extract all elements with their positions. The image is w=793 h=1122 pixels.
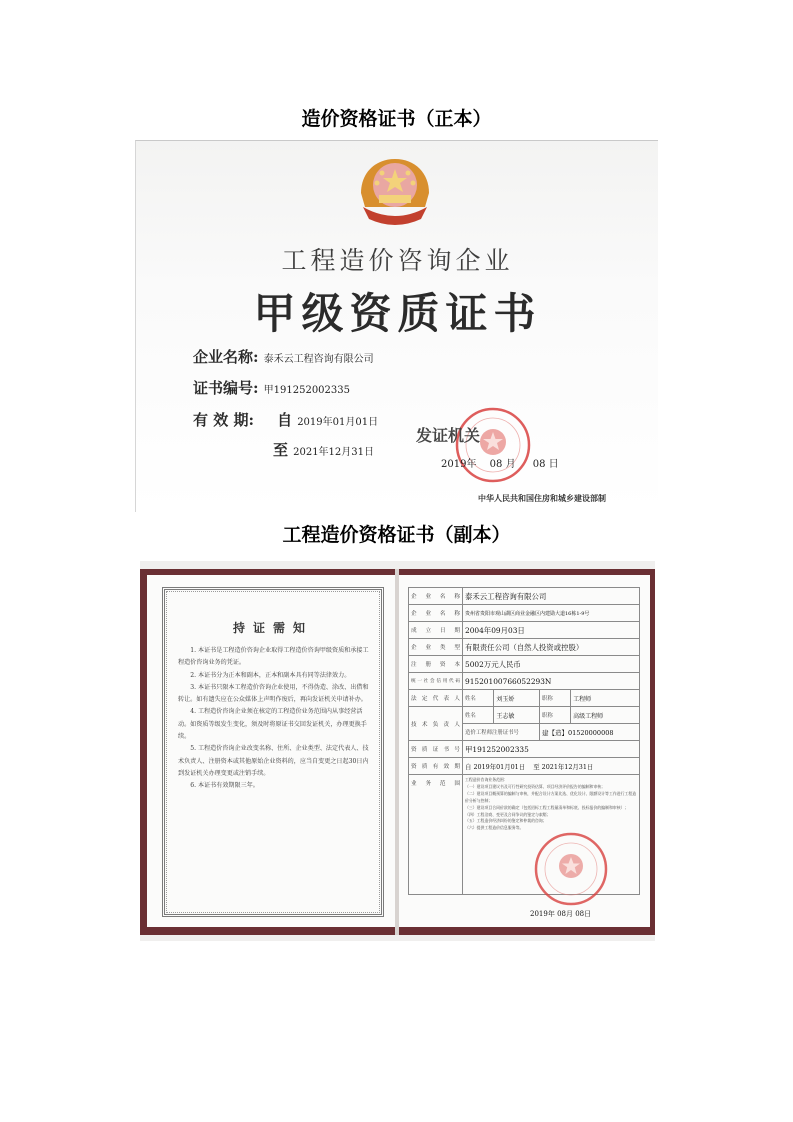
scope-item: （一）建设项目建议书及可行性研究投资估算、项目经济评价报告的编制和审核；	[465, 783, 606, 789]
legal-label: 法定代表人	[409, 690, 463, 707]
address-label: 企业名称	[409, 605, 463, 622]
scope-label: 业务范围	[409, 775, 463, 895]
heading-original: 造价资格证书（正本）	[301, 108, 492, 130]
notice-item: 2. 本证书分为正本和副本，正本和副本具有同等法律效力。	[190, 671, 351, 679]
founded-value: 2004年09月03日	[463, 622, 640, 639]
validity-from: 2019年01月01日	[473, 762, 526, 771]
scope-item: 工程造价咨询业务范围：	[465, 777, 508, 782]
issue-day: 08	[532, 459, 546, 470]
book-spine	[395, 569, 399, 935]
company-value: 泰禾云工程咨询有限公司	[263, 354, 374, 365]
month-char: 月	[565, 910, 573, 918]
type-value: 有限责任公司（自然人投资或控股）	[463, 639, 640, 656]
tech-title-sub: 职称	[539, 707, 570, 724]
cert-no-label: 资质证书号	[409, 741, 463, 758]
type-label: 企业类型	[409, 639, 463, 656]
table-row	[409, 758, 640, 775]
legal-name: 刘玉娇	[494, 690, 540, 707]
day-char: 日	[548, 459, 559, 470]
month-char: 月	[505, 459, 516, 470]
national-emblem-icon	[355, 155, 435, 233]
validity-value	[463, 758, 640, 775]
validity-to-row	[273, 439, 374, 460]
validity-label: 资质有效期	[409, 758, 463, 775]
notice-item: 5. 工程造价咨询企业改变名称、住所、企业类型、法定代表人、技术负责人、注册资本或其他原始企业资料的，应当自变更之日起30日内到发证机关办理变更或注销手续。	[178, 745, 369, 777]
name-value: 泰禾云工程咨询有限公司	[463, 588, 640, 605]
scope-item: （四）工程洽商、变更及合同争议的鉴定与索赔；	[465, 811, 551, 817]
cert-no-label: 证书编号:	[193, 379, 259, 397]
copy-certificate	[140, 561, 655, 941]
tech-label: 技术负责人	[409, 707, 463, 741]
validity-from-date: 2019年01月01日	[297, 417, 379, 428]
certificate-title-line2: 甲级资质证书	[253, 289, 542, 338]
capital-value: 5002万元人民币	[463, 656, 640, 673]
issue-year: 2019	[441, 459, 467, 470]
notice-item: 1. 本证书是工程造价咨询企业取得工程造价咨询甲级资质和承接工程造价咨询业务的凭证。	[178, 647, 369, 667]
scope-item: （二）建设项目概预算的编制与审核，并配合设计方案比选、优化设计、限额设计等工作进行工程造价分析与控制；	[465, 790, 637, 803]
tech-title: 高级工程师	[571, 707, 640, 724]
issue-date	[441, 455, 559, 470]
cert-no-row	[193, 377, 350, 398]
company-label: 企业名称:	[193, 348, 259, 366]
scope-item: （五）工程造价经济纠纷的鉴定和仲裁的咨询；	[465, 818, 547, 824]
scope-item: （三）建设项目合同价款的确定（包括招标工程工程量清单和标底、投标报价的编制和审核）；	[465, 804, 629, 810]
company-row	[193, 346, 374, 367]
notice-text	[178, 645, 372, 793]
notice-item: 3. 本证书只限本工程造价咨询企业使用，不得伪造、涂改、出借和转让。如有遗失应在公众媒体上声明作废后，再向发证机关申请补办。	[178, 683, 369, 704]
capital-label: 注册资本	[409, 656, 463, 673]
issue-month: 08	[557, 910, 566, 918]
validity-to-date: 2021年12月31日	[293, 447, 375, 458]
validity-to: 2021年12月31日	[541, 762, 594, 771]
notice-item: 4. 工程造价咨询企业须在核定的工程造价业务范围内从事经营活动。如资质等级发生变化，须及时将原证书交回发证机关，办理更换手续。	[178, 708, 367, 741]
validity-label: 有 效 期:	[193, 411, 254, 429]
validity-from-prefix: 自	[277, 411, 293, 429]
table-row	[409, 588, 640, 605]
issue-month: 08	[489, 459, 503, 470]
validity-to-prefix: 至	[533, 762, 540, 771]
credit-label: 统一社会信用代码	[409, 673, 463, 690]
validity-from-prefix: 自	[465, 762, 472, 771]
scope-item: （六）提供工程造价信息服务等。	[465, 825, 524, 831]
issuer-label: 发证机关	[416, 426, 481, 445]
reg-no-label: 造价工程师注册证书号	[463, 724, 540, 741]
issue-year: 2019	[530, 910, 548, 918]
original-certificate	[135, 140, 658, 512]
validity-to-prefix: 至	[273, 441, 289, 459]
certificate-title-line1: 工程造价咨询企业	[281, 246, 514, 275]
table-row	[409, 639, 640, 656]
table-row	[409, 622, 640, 639]
notice-item: 6. 本证书有效期限三年。	[190, 782, 259, 790]
copy-issue-date	[530, 909, 591, 919]
table-row	[409, 673, 640, 690]
name-label: 企业名称	[409, 588, 463, 605]
credit-value: 91520100766052293N	[463, 673, 640, 690]
tech-name-sub: 姓名	[463, 707, 494, 724]
year-char: 年	[547, 910, 555, 918]
year-char: 年	[466, 459, 477, 470]
table-row	[409, 605, 640, 622]
heading-copy: 工程造价资格证书（副本）	[282, 524, 511, 546]
tech-name: 王志敏	[494, 707, 540, 724]
legal-name-sub: 姓名	[463, 690, 494, 707]
issue-day: 08	[575, 910, 585, 918]
table-row	[409, 656, 640, 673]
day-char: 日	[584, 910, 592, 918]
table-row	[409, 690, 640, 707]
founded-label: 成立日期	[409, 622, 463, 639]
official-seal-icon	[533, 831, 609, 907]
issuing-department: 中华人民共和国住房和城乡建设部制	[478, 493, 606, 503]
table-row	[409, 707, 640, 724]
legal-title: 工程师	[571, 690, 640, 707]
legal-title-sub: 职称	[539, 690, 570, 707]
notice-title: 持证需知	[232, 621, 313, 635]
cert-no-value: 甲191252002335	[263, 385, 350, 396]
table-row	[409, 741, 640, 758]
address-value: 贵州省贵阳市观山湖区商业金融区内建勋大道16栋1-9号	[463, 605, 640, 622]
reg-no-value: 建【造】01520000008	[539, 724, 639, 741]
cert-no-value: 甲191252002335	[463, 741, 640, 758]
validity-row	[193, 409, 378, 430]
